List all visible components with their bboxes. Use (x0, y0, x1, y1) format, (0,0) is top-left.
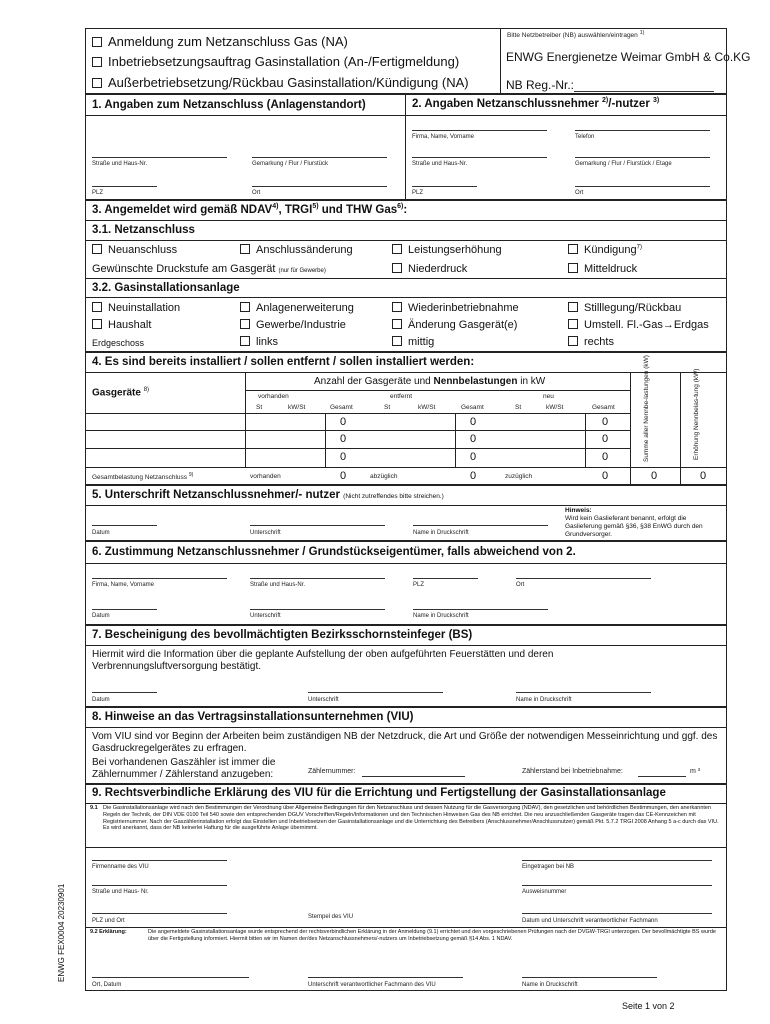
col-st: St (384, 404, 391, 411)
checkbox-icon[interactable] (392, 263, 402, 273)
s9-viu-print-field[interactable] (522, 977, 657, 978)
nb-reg-field[interactable] (574, 91, 714, 92)
checkbox-niederdruck[interactable]: Niederdruck (392, 263, 467, 275)
row3-neu[interactable]: 0 (602, 451, 609, 463)
checkbox-kuendigung[interactable]: Kündigung$^{7)}$ (568, 244, 642, 256)
s2-ort-label: Ort (575, 190, 584, 196)
col-st: St (515, 404, 522, 411)
group-neu: neu (543, 393, 554, 400)
s6-date-field[interactable] (92, 609, 157, 610)
s6-name-label: Firma, Name, Vorname (92, 582, 155, 588)
s6-sign-label: Unterschrift (250, 613, 281, 619)
row2-entfernt[interactable]: 0 (470, 433, 477, 445)
checkbox-icon[interactable] (568, 336, 578, 346)
s6-sign-field[interactable] (250, 609, 385, 610)
s9-place-date-field[interactable] (92, 977, 249, 978)
incr-col-head: Erhöhung Nennbelas-tung (kW) (693, 368, 700, 460)
s9-expert-sign-field[interactable] (522, 913, 712, 914)
s2-ort-field[interactable] (575, 186, 710, 187)
checkbox-haushalt[interactable]: Haushalt (92, 319, 151, 331)
total-plus-label: zuzüglich (505, 473, 533, 480)
section5-title: 5. Unterschrift Netzanschlussnehmer/- nutzer (Nicht zutreffendes bitte streichen.) (92, 489, 444, 501)
section1-title: 1. Angaben zum Netzanschluss (Anlagenstandort) (92, 99, 366, 111)
checkbox-ausserbetriebsetzung[interactable]: Außerbetriebsetzung/Rückbau Gasinstallation/Kündigung (NA) (92, 75, 469, 90)
checkbox-umstellung[interactable]: Umstell. Fl.-Gas→Erdgas (568, 319, 709, 331)
total-label: Gesamtbelastung Netzanschluss $^{9)}$ (92, 472, 194, 482)
s5-hint-text: Wird kein Gaslieferant benannt, erfolgt die Gaslieferung gemäß §36, §38 EnWG durch den Grundversorger. (565, 515, 703, 538)
erdgeschoss-label: Erdgeschoss (92, 338, 145, 348)
checkbox-wiederinbetriebnahme[interactable]: Wiederinbetriebnahme (392, 302, 519, 314)
s1-plz-label: PLZ (92, 190, 104, 196)
s9-firm-field[interactable] (92, 860, 227, 861)
page-number: Seite 1 von 2 (622, 1001, 675, 1011)
checkbox-icon[interactable] (568, 302, 578, 312)
row2-neu[interactable]: 0 (602, 433, 609, 445)
s5-name-label: Name in Druckschrift (413, 530, 469, 536)
s6-street-field[interactable] (250, 578, 385, 579)
meter-unit: m ³ (690, 768, 701, 775)
checkbox-anmeldung[interactable]: Anmeldung zum Netzanschluss Gas (NA) (92, 34, 348, 49)
p91-label: 9.1 (90, 805, 98, 811)
s2-street-label: Straße und Haus-Nr. (412, 161, 468, 167)
s2-phone-field[interactable] (575, 130, 710, 131)
col-gesamt: Gesamt (330, 404, 353, 411)
s9-street-field[interactable] (92, 885, 227, 886)
s1-ort-field[interactable] (252, 186, 387, 187)
col-kwst: kW/St (418, 404, 436, 411)
checkbox-icon[interactable] (92, 78, 102, 88)
row1-entfernt[interactable]: 0 (470, 416, 477, 428)
s5-sign-label: Unterschrift (250, 530, 281, 536)
p92-label: 9.2 Erklärung: (90, 929, 127, 935)
s9-viu-sign-label: Unterschrift verantwortlicher Fachmann des VIU (308, 982, 436, 988)
checkbox-icon[interactable] (392, 319, 402, 329)
s1-gemarkung-label: Gemarkung / Flur / Flurstück (252, 161, 329, 167)
s6-print-field[interactable] (413, 609, 548, 610)
total-sum-value[interactable]: 0 (651, 470, 658, 482)
s1-gemarkung-field[interactable] (252, 157, 387, 158)
checkbox-icon[interactable] (92, 244, 102, 254)
section8-text1: Vom VIU sind vor Beginn der Arbeiten beim zuständigen NB der Netzdruck, die Art und Größe der notwendigen Messeinrichtung und ggf. des Gasdruckregelgerätes zu erfragen. (92, 731, 718, 754)
s5-date-label: Datum (92, 530, 110, 536)
s2-plz-label: PLZ (412, 190, 424, 196)
s9-firm-label: Firmenname des VIU (92, 864, 149, 870)
section6-title: 6. Zustimmung Netzanschlussnehmer / Grundstückseigentümer, falls abweichend von 2. (92, 546, 576, 558)
section7-text: Hiermit wird die Information über die geplante Aufstellung der oben aufgeführten Feuerstätten und deren Verbrennungsluftversorgung bestätigt. (92, 649, 554, 672)
s9-plz-field[interactable] (92, 913, 227, 914)
checkbox-gewerbe[interactable]: Gewerbe/Industrie (240, 319, 346, 331)
p91-text: Die Gasinstallationsanlage wird nach den Bestimmungen der Verordnung über Allgemeine Bedingungen für den Netzanschluss und dessen Nutzung für die Gasversorgung (NDAV), den gesetzlichen und behördlichen Bestimmungen, den anerkannten Regeln der Technik, der DIN VDE 0100 Teil 540 sowie den entsprechenden DGUV Vorschriften/Regeln/Informationen und den Technischen Hinweisen Gas des NB errichtet. Die neu anzuschließenden Gasgeräte tragen das CE-Kennzeichen mit Registriernummer. Nach der Gaszählerinstallation erfolgt das Einstellen und Inbetriebsetzen der Gasinstallationsanlage und die Unterrichtung des Betreibers (Anschlussnehmer/Anschlussnutzer) gemäß Pkt. 5.7.2 TRGI 2008 Anhang 5 a-c durch das VIU. Es wird anerkannt, dass der NB keinerlei Haftung für die ausgeführte Anlage übernimmt. (103, 805, 719, 832)
checkbox-aenderung-gasgeraet[interactable]: Änderung Gasgerät(e) (392, 319, 517, 331)
row3-entfernt[interactable]: 0 (470, 451, 477, 463)
meter-reading-field[interactable] (638, 776, 686, 777)
pressure-label: Gewünschte Druckstufe am Gasgerät (nur für Gewerbe) (92, 263, 326, 275)
s5-sign-field[interactable] (250, 525, 385, 526)
s7-sign-label: Unterschrift (308, 697, 339, 703)
s9-id-field[interactable] (522, 885, 712, 886)
section3-title: 3. Angemeldet wird gemäß NDAV$^{4)}$, TRGI$^{5)}$ und THW Gas$^{6)}$: (92, 203, 408, 216)
s6-street-label: Straße und Haus-Nr. (250, 582, 306, 588)
section4-title: 4. Es sind bereits installiert / sollen entfernt / sollen installiert werden: (92, 356, 475, 368)
s9-registered-label: Eingetragen bei NB (522, 864, 575, 870)
s9-stamp-label: Stempel des VIU (308, 914, 354, 920)
section2-title: 2. Angaben Netzanschlussnehmer $^{2)}$/-nutzer $^{3)}$ (412, 97, 660, 110)
s9-expert-sign-label: Datum und Unterschrift verantwortlicher Fachmann (522, 918, 658, 924)
s9-plz-label: PLZ und Ort (92, 918, 125, 924)
s6-plz-field[interactable] (413, 578, 478, 579)
checkbox-icon[interactable] (392, 244, 402, 254)
s2-plz-field[interactable] (412, 186, 477, 187)
s1-plz-field[interactable] (92, 186, 157, 187)
checkbox-icon[interactable] (240, 302, 250, 312)
s5-date-field[interactable] (92, 525, 157, 526)
s2-gemarkung-field[interactable] (575, 157, 710, 158)
col-gesamt: Gesamt (461, 404, 484, 411)
checkbox-icon[interactable] (92, 319, 102, 329)
checkbox-rechts[interactable]: rechts (568, 336, 614, 348)
checkbox-mitteldruck[interactable]: Mitteldruck (568, 263, 637, 275)
section3-1-title: 3.1. Netzanschluss (92, 224, 195, 236)
s2-gemarkung-label: Gemarkung / Flur / Flurstück / Etage (575, 161, 672, 167)
section8-text2: Bei vorhandenen Gaszähler ist immer die Zählernummer / Zählerstand anzugeben: (92, 757, 276, 780)
col-kwst: kW/St (546, 404, 564, 411)
s7-date-label: Datum (92, 697, 110, 703)
s7-date-field[interactable] (92, 692, 157, 693)
meter-no-field[interactable] (362, 776, 465, 777)
section8-title: 8. Hinweise an das Vertragsinstallationsunternehmen (VIU) (92, 711, 414, 723)
col-st: St (256, 404, 263, 411)
s6-name-field[interactable] (92, 578, 227, 579)
group-vorhanden: vorhanden (258, 393, 289, 400)
checkbox-anschlussaenderung[interactable]: Anschlussänderung (240, 244, 353, 256)
s6-date-label: Datum (92, 613, 110, 619)
nb-reg-label: NB Reg.-Nr.: (506, 78, 575, 92)
total-incr-value[interactable]: 0 (700, 470, 707, 482)
checkbox-neuinstallation[interactable]: Neuinstallation (92, 302, 180, 314)
s2-phone-label: Telefon (575, 134, 595, 140)
s9-viu-sign-field[interactable] (308, 977, 463, 978)
s1-street-label: Straße und Haus-Nr. (92, 161, 148, 167)
checkbox-links[interactable]: links (240, 336, 278, 348)
checkbox-icon[interactable] (92, 57, 102, 67)
row1-vorhanden[interactable]: 0 (340, 416, 347, 428)
total-minus-label: abzüglich (370, 473, 398, 480)
s6-ort-field[interactable] (516, 578, 651, 579)
s9-street-label: Straße und Haus- Nr. (92, 889, 149, 895)
s6-print-label: Name in Druckschrift (413, 613, 469, 619)
s2-street-field[interactable] (412, 157, 547, 158)
p92-text: Die angemeldete Gasinstallationsanlage wurde entsprechend der rechtsverbindlichen Erklärung in der Anmeldung (9.1) errichtet und den vorgeschriebenen Prüfungen nach der DVGW-TRGI unterzogen. Der bevollmächtigte BS wurde über die Fertigstellung informiert. Hiermit bitten wir im Namen der/des Netzanschlussnehmers/-nutzers um Inbetriebsetzung gemäß §14 Abs. 1 NDAV. (148, 929, 716, 942)
checkbox-icon[interactable] (240, 319, 250, 329)
checkbox-stilllegung[interactable]: Stilllegung/Rückbau (568, 302, 681, 314)
section7-title: 7. Bescheinigung des bevollmächtigten Bezirksschornsteinfeger (BS) (92, 629, 473, 641)
s7-print-label: Name in Druckschrift (516, 697, 572, 703)
checkbox-icon[interactable] (240, 244, 250, 254)
checkbox-leistungserhoehung[interactable]: Leistungserhöhung (392, 244, 502, 256)
checkbox-mittig[interactable]: mittig (392, 336, 434, 348)
s6-plz-label: PLZ (413, 582, 425, 588)
s7-sign-field[interactable] (308, 692, 443, 693)
checkbox-anlagenerweiterung[interactable]: Anlagenerweiterung (240, 302, 354, 314)
checkbox-icon[interactable] (568, 263, 578, 273)
s9-place-date-label: Ort, Datum (92, 982, 122, 988)
s5-hint-title: Hinweis: (565, 507, 592, 514)
s5-name-field[interactable] (413, 525, 548, 526)
s2-name-label: Firma, Name, Vorname (412, 134, 475, 140)
checkbox-icon[interactable] (568, 244, 578, 254)
s1-street-field[interactable] (92, 157, 227, 158)
s1-ort-label: Ort (252, 190, 261, 196)
s9-registered-field[interactable] (522, 860, 712, 861)
checkbox-icon[interactable] (92, 302, 102, 312)
s7-print-field[interactable] (516, 692, 651, 693)
s9-id-label: Ausweisnummer (522, 889, 567, 895)
checkbox-icon[interactable] (568, 319, 578, 329)
s9-viu-print-label: Name in Druckschrift (522, 982, 578, 988)
nb-hint: Bitte Netzbetreiber (NB) auswählen/eintragen $^{1)}$ (507, 30, 645, 40)
nb-name[interactable]: ENWG Energienetze Weimar GmbH & Co.KG (506, 50, 751, 64)
col-gesamt: Gesamt (592, 404, 615, 411)
meter-no-label: Zählernummer: (308, 768, 356, 775)
checkbox-neuanschluss[interactable]: Neuanschluss (92, 244, 177, 256)
gasgeraete-label: Gasgeräte $^{8)}$ (92, 387, 150, 399)
section9-title: 9. Rechtsverbindliche Erklärung des VIU für die Errichtung und Fertigstellung der Gasinstallationsanlage (92, 787, 666, 799)
checkbox-icon[interactable] (392, 336, 402, 346)
table-title: Anzahl der Gasgeräte und Nennbelastungen in kW (314, 376, 546, 387)
section3-2-title: 3.2. Gasinstallationsanlage (92, 282, 240, 294)
checkbox-inbetriebsetzung[interactable]: Inbetriebsetzungsauftrag Gasinstallation (An-/Fertigmeldung) (92, 54, 459, 69)
total-present-label: vorhanden (250, 473, 281, 480)
checkbox-icon[interactable] (240, 336, 250, 346)
total-minus-value[interactable]: 0 (470, 470, 477, 482)
total-plus-value[interactable]: 0 (602, 470, 609, 482)
checkbox-icon[interactable] (92, 37, 102, 47)
s6-ort-label: Ort (516, 582, 525, 588)
form-id: ENWG FEX0004 20230901 (57, 883, 66, 982)
sum-col-head: Summe aller Nennbe-lastungen (kW) (643, 355, 650, 462)
s2-name-field[interactable] (412, 130, 547, 131)
group-entfernt: entfernt (390, 393, 413, 400)
col-kwst: kW/St (288, 404, 306, 411)
checkbox-icon[interactable] (392, 302, 402, 312)
row2-vorhanden[interactable]: 0 (340, 433, 347, 445)
row3-vorhanden[interactable]: 0 (340, 451, 347, 463)
row1-neu[interactable]: 0 (602, 416, 609, 428)
meter-reading-label: Zählerstand bei Inbetriebnahme: (522, 768, 623, 775)
total-present-value[interactable]: 0 (340, 470, 347, 482)
